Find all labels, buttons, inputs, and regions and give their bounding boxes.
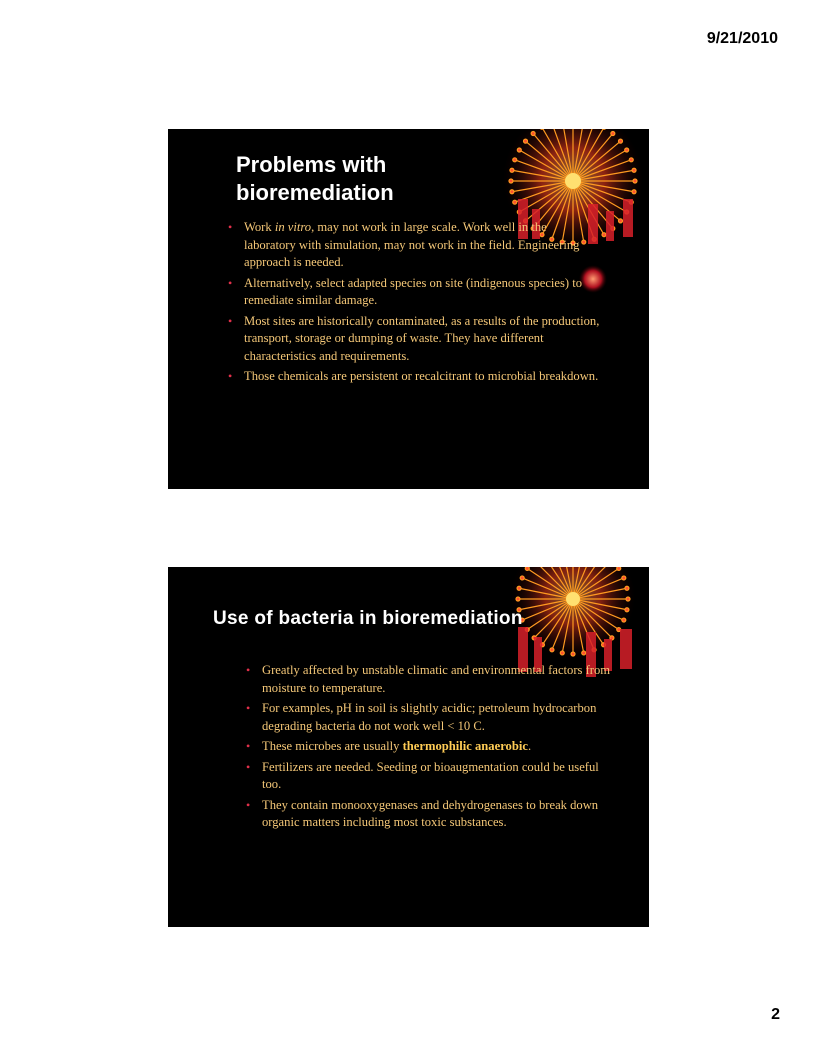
firework-spark [517,586,521,590]
firework-spark [625,148,629,152]
bullet-item: • Fertilizers are needed. Seeding or bioaugmentation could be useful too. [246,759,616,794]
firework-spark [602,233,606,237]
bullet-item: • Greatly affected by unstable climatic and environmental factors from moisture to temperature. [246,662,616,697]
firework-spark [571,652,575,656]
bullet-item: • They contain monooxygenases and dehydrogenases to break down organic matters including most toxic substances. [246,797,616,832]
firework-spark [582,651,586,655]
slide-problems-with-bioremediation [168,129,649,489]
bullet-item: • Alternatively, select adapted species on site (indigenous species) to remediate similar damage. [228,275,600,310]
firework-spark [625,608,629,612]
firework-spark [622,618,626,622]
firework-spark [550,648,554,652]
slide-title: Use of bacteria in bioremediation [213,608,523,629]
bullet-list [228,219,600,389]
firework-spark [560,651,564,655]
firework-spark [510,190,514,194]
firework-spark [629,158,633,162]
firework-spark [632,168,636,172]
bullet-item: • For examples, pH in soil is slightly acidic; petroleum hydrocarbon degrading bacteria do not work well < 10 C. [246,700,616,735]
bullet-item: • Work in vitro, may not work in large scale. Work well in the laboratory with simulation, may not work in the field. Engineering approach is needed. [228,219,600,272]
firework-spark [520,576,524,580]
firework-spark [517,148,521,152]
firework-spark [513,200,517,204]
slide-use-of-bacteria [168,567,649,927]
firework-spark [516,597,520,601]
slide-title: Problems with bioremediation [236,152,394,205]
bullet-item: • Those chemicals are persistent or recalcitrant to microbial breakdown. [228,368,600,386]
firework-spark [633,179,637,183]
firework-spark [618,139,622,143]
firework-spark [525,567,529,570]
bullet-item: • Most sites are historically contaminated, as a results of the production, transport, storage or dumping of waste. They have different characteristics and requirements. [228,313,600,366]
firework-spark [626,597,630,601]
firework-spark [524,139,528,143]
firework-spark [531,132,535,136]
page-number: 2 [771,1006,780,1023]
firework-spark [617,567,621,570]
firework-spark [622,576,626,580]
firework-spark [611,132,615,136]
firework-spark [509,179,513,183]
firework-spark [618,219,622,223]
bullet-list [246,662,616,835]
firework-spark [632,190,636,194]
bullet-item: • These microbes are usually thermophilic anaerobic. [246,738,616,756]
page-date: 9/21/2010 [706,30,778,47]
firework-spark [513,158,517,162]
firework-spark [625,586,629,590]
firework-spark [510,168,514,172]
